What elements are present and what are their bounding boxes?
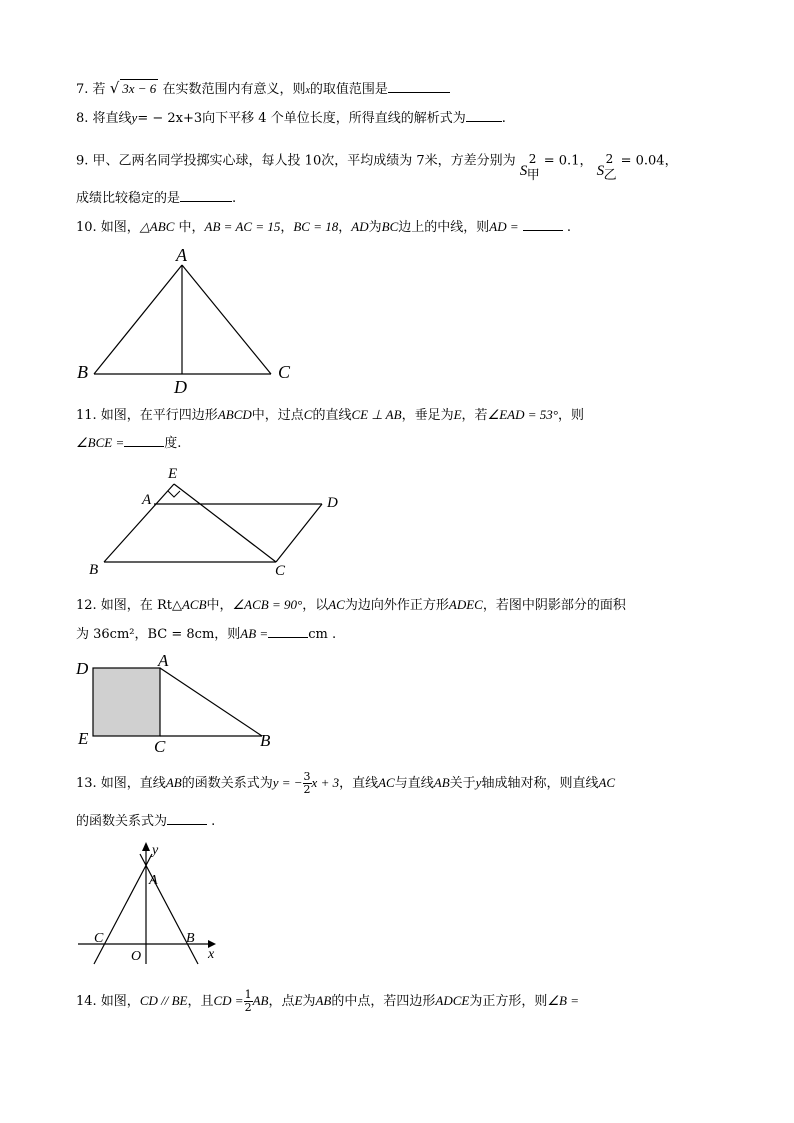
q12-l1e: ，若图中阴影部分的面积 xyxy=(482,598,626,613)
q13-l2a: 的函数关系式为 xyxy=(76,814,168,829)
label-a: A xyxy=(158,651,169,670)
q13-y: y = − xyxy=(272,775,303,790)
label-c: C xyxy=(94,931,104,946)
q14-l1a: 14. 如图， xyxy=(76,994,140,1009)
question-12 xyxy=(76,596,626,615)
q14-angle: ∠B = xyxy=(547,993,579,1008)
q11-l2a: ∠BCE = xyxy=(76,435,125,450)
label-a: A xyxy=(149,873,158,888)
q12-l1c: ，以 xyxy=(302,598,329,613)
q7-var: x xyxy=(305,85,310,96)
label-b: B xyxy=(77,362,88,382)
y-arrow xyxy=(142,842,150,851)
question-14 xyxy=(76,986,579,1017)
tri-side-ac xyxy=(182,265,271,374)
q8-end: . xyxy=(501,111,506,126)
label-c: C xyxy=(278,362,291,382)
q12-l2c: cm . xyxy=(308,627,337,642)
line-ac xyxy=(94,854,152,964)
label-e: E xyxy=(168,466,178,482)
q13-tail: x + 3 xyxy=(311,775,340,790)
variance-jia xyxy=(519,146,544,183)
line-ab xyxy=(140,854,198,964)
q12-l1b: 中， xyxy=(206,598,233,613)
q14-cdbe: CD // BE xyxy=(139,993,188,1008)
label-c: C xyxy=(275,563,286,579)
sub-yi: 乙 xyxy=(603,168,617,183)
q8-eq-rest: = − 2x+3 xyxy=(137,111,203,126)
q9-val2: = 0.04， xyxy=(620,153,678,169)
q12-adec: ADEC xyxy=(448,597,483,612)
q14-cd: CD = xyxy=(213,993,244,1008)
q10-sep: ， xyxy=(280,220,294,235)
q7-suffix: 的取值范围是 xyxy=(309,82,388,97)
label-x: x xyxy=(208,947,215,962)
q11-l1f: ，则 xyxy=(557,408,584,423)
segment-ce xyxy=(174,484,276,562)
q7-answer-blank[interactable] xyxy=(388,80,450,93)
q11-perp: CE ⊥ AB xyxy=(351,407,402,422)
q11-abcd: ABCD xyxy=(217,407,252,422)
q8-prefix: 8. 将直线 xyxy=(76,111,132,126)
figure-coordinate-lines xyxy=(74,838,224,968)
right-angle-mark xyxy=(168,491,180,497)
q14-l1b: ，且 xyxy=(187,994,214,1009)
figure-parallelogram-abcd xyxy=(84,462,354,580)
q9-answer-blank[interactable] xyxy=(180,189,232,202)
q11-l1c: 的直线 xyxy=(312,408,352,423)
q14-ab2: AB xyxy=(315,993,332,1008)
q13-l1f: 轴成轴对称，则直线 xyxy=(481,776,599,791)
q9-line2: 成绩比较稳定的是 xyxy=(76,191,181,206)
q14-adce: ADCE xyxy=(435,993,470,1008)
q10-p2: ， xyxy=(338,220,352,235)
tri-side-ab xyxy=(94,265,182,374)
label-a: A xyxy=(176,245,187,265)
q10-cond1: AB = AC = 15 xyxy=(204,219,281,234)
side-ab-extended xyxy=(104,484,174,562)
q9-text: 9. 甲、乙两名同学投掷实心球，每人投 10次，平均成绩为 7米，方差分别为 xyxy=(76,153,516,169)
label-a: A xyxy=(142,492,152,508)
label-b: B xyxy=(186,931,195,946)
q10-p1: 中， xyxy=(178,220,205,235)
q13-l1b: 的函数关系式为 xyxy=(181,776,273,791)
variance-yi xyxy=(596,146,621,183)
q13-l1e: 关于 xyxy=(449,776,476,791)
q12-acb: ACB xyxy=(181,597,207,612)
question-13 xyxy=(76,770,615,797)
question-7 xyxy=(76,79,450,100)
q10-ad2: AD = xyxy=(489,219,519,234)
q11-l1b: 中，过点 xyxy=(251,408,304,423)
q8-mid: 向下平移 4 个单位长度，所得直线的解析式为 xyxy=(202,111,466,126)
q13-ab2: AB xyxy=(433,775,450,790)
q13-l1a: 13. 如图，直线 xyxy=(76,776,166,791)
sup-2: 2 xyxy=(528,152,537,166)
sup-2: 2 xyxy=(605,152,614,166)
q12-angle: ∠ACB = 90° xyxy=(232,597,303,612)
q13-l2end: . xyxy=(211,814,216,829)
q12-bc: BC = 8cm xyxy=(147,627,215,642)
q9-val1: = 0.1， xyxy=(543,153,593,169)
q14-ab: AB xyxy=(252,993,269,1008)
q10-bc: BC xyxy=(381,219,399,234)
q14-l1e: 的中点，若四边形 xyxy=(331,994,436,1009)
shaded-square-adec xyxy=(93,668,160,736)
q14-e: E xyxy=(294,993,303,1008)
q14-l1c: ，点 xyxy=(268,994,295,1009)
figure-triangle-abc xyxy=(72,246,302,398)
q13-l1c: ，直线 xyxy=(339,776,379,791)
segment-ab xyxy=(160,668,262,736)
q7-prefix: 7. 若 xyxy=(76,82,106,97)
q8-eq-y: y xyxy=(131,110,138,125)
q11-l1a: 11. 如图，在平行四边形 xyxy=(76,408,218,423)
q11-c: C xyxy=(303,407,313,422)
question-12-line2 xyxy=(76,625,336,644)
q10-p3: 为 xyxy=(368,220,382,235)
label-b: B xyxy=(260,731,271,750)
label-d: D xyxy=(76,659,89,678)
q11-l1d: ，垂足为 xyxy=(401,408,454,423)
q7-mid: 在实数范围内有意义，则 xyxy=(162,82,306,97)
q13-l1d: 与直线 xyxy=(394,776,434,791)
sub-jia: 甲 xyxy=(526,168,540,183)
q12-answer-blank[interactable] xyxy=(268,625,308,638)
q11-angle: ∠EAD = 53° xyxy=(487,407,558,422)
q14-l1f: 为正方形，则 xyxy=(469,994,548,1009)
q9-line2-end: . xyxy=(232,191,237,206)
fraction-1-2 xyxy=(244,989,253,1014)
q12-ab: AB = xyxy=(240,626,269,641)
q12-l2b: ，则 xyxy=(214,627,241,642)
question-11-line2 xyxy=(76,434,181,453)
q12-l1a: 12. 如图，在 Rt△ xyxy=(76,598,182,613)
question-13-line2 xyxy=(76,812,215,831)
q13-ac2: AC xyxy=(598,775,616,790)
question-10 xyxy=(76,218,571,237)
s-letter: S xyxy=(519,163,528,179)
figure-square-triangle xyxy=(74,652,284,758)
label-b: B xyxy=(89,562,99,578)
q12-ac: AC xyxy=(328,597,345,612)
question-9 xyxy=(76,146,678,183)
frac-den: 2 xyxy=(244,1001,252,1014)
q8-answer-blank[interactable] xyxy=(466,109,502,122)
question-8 xyxy=(76,109,506,128)
q11-l2b: 度. xyxy=(164,436,182,451)
label-d: D xyxy=(327,495,338,511)
q11-answer-blank[interactable] xyxy=(124,434,164,447)
frac-num: 3 xyxy=(303,770,311,783)
label-c: C xyxy=(154,737,166,756)
label-y: y xyxy=(152,843,159,858)
label-o: O xyxy=(131,949,142,964)
q10-cond2: BC = 18 xyxy=(293,219,339,234)
fraction-3-2 xyxy=(303,771,312,796)
q13-ac: AC xyxy=(378,775,395,790)
q10-tri: △ABC xyxy=(139,219,175,234)
q11-l1e: ，若 xyxy=(461,408,488,423)
q14-l1d: 为 xyxy=(302,994,316,1009)
q12-l1d: 为边向外作正方形 xyxy=(344,598,449,613)
q10-ad: AD xyxy=(351,219,369,234)
q12-l2a: 为 36cm²， xyxy=(76,627,148,642)
s-letter: S xyxy=(596,163,605,179)
frac-den: 2 xyxy=(303,783,311,796)
q13-yaxis: y xyxy=(475,775,482,790)
label-d: D xyxy=(174,377,187,397)
question-9-line2 xyxy=(76,189,236,208)
q7-radicand: 3x − 6 xyxy=(122,81,157,96)
q13-answer-blank[interactable] xyxy=(167,812,207,825)
label-e: E xyxy=(78,729,89,748)
q10-end: . xyxy=(566,220,572,235)
q13-ab: AB xyxy=(165,775,182,790)
question-11 xyxy=(76,406,584,425)
q11-e: E xyxy=(453,407,462,422)
q10-prefix: 10. 如图， xyxy=(76,220,140,235)
q10-p4: 边上的中线，则 xyxy=(398,220,490,235)
side-cd xyxy=(276,504,322,562)
q10-answer-blank[interactable] xyxy=(523,218,563,231)
frac-num: 1 xyxy=(244,988,252,1001)
sqrt-symbol: √ xyxy=(109,79,120,97)
